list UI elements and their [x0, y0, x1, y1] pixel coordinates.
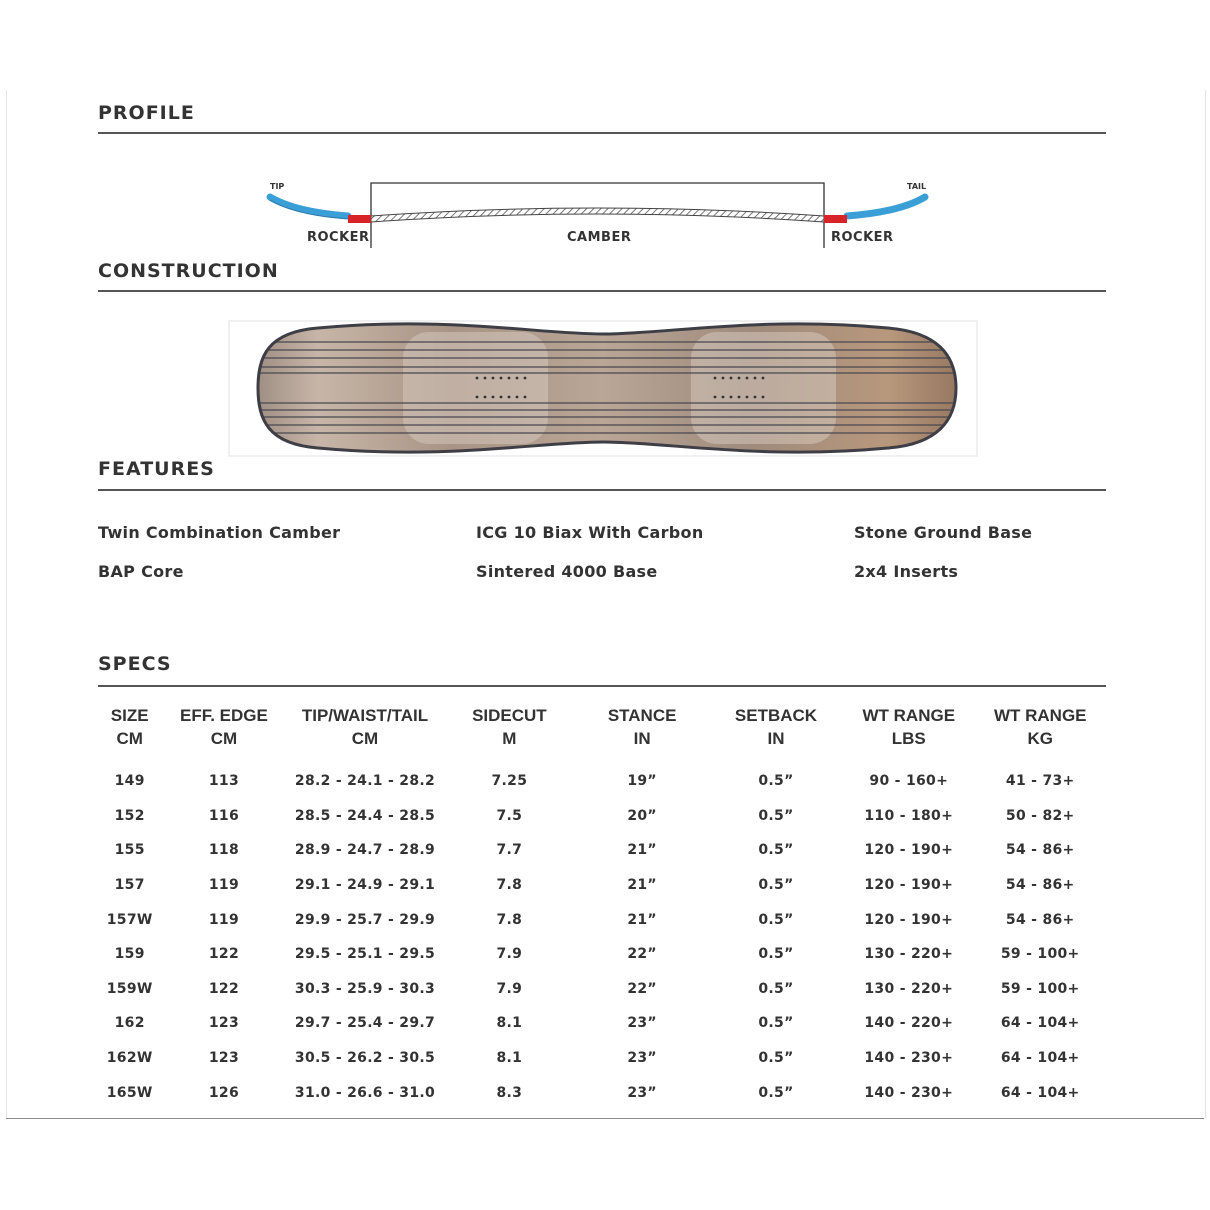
cell-sidecut: 7.9 [496, 980, 523, 997]
cell-wt-lbs: 120 - 190+ [864, 842, 954, 859]
cell-size: 157W [106, 911, 153, 928]
table-row [98, 799, 1106, 834]
features-heading: FEATURES [98, 458, 215, 480]
header-sidecut: SIDECUT M [472, 706, 547, 748]
cell-wt-lbs: 90 - 160+ [869, 773, 949, 790]
tip-label: TIP [270, 182, 285, 191]
table-row [98, 1075, 1106, 1110]
cell-tip-waist-tail: 29.9 - 25.7 - 29.9 [294, 911, 436, 928]
cell-setback: 0.5” [758, 946, 794, 963]
camber-section [371, 208, 824, 222]
features-divider [98, 489, 1106, 491]
cell-wt-lbs: 130 - 220+ [864, 946, 954, 963]
table-row [98, 1006, 1106, 1041]
cell-size: 155 [114, 842, 145, 859]
bottom-divider [6, 1118, 1204, 1119]
cell-eff-edge: 118 [208, 842, 240, 859]
profile-divider [98, 132, 1106, 134]
cell-setback: 0.5” [758, 807, 794, 824]
cell-eff-edge: 123 [208, 1050, 240, 1067]
cell-wt-lbs: 120 - 190+ [864, 911, 954, 928]
feature-item: Sintered 4000 Base [476, 562, 658, 581]
cell-sidecut: 7.9 [496, 946, 523, 963]
cell-tip-waist-tail: 29.5 - 25.1 - 29.5 [294, 946, 436, 963]
cell-tip-waist-tail: 28.9 - 24.7 - 28.9 [294, 842, 436, 859]
construction-divider [98, 290, 1106, 292]
header-wt-range-kg: WT RANGE KG [993, 706, 1087, 748]
table-row [98, 937, 1106, 972]
cell-sidecut: 7.25 [491, 773, 528, 790]
cell-sidecut: 7.5 [496, 807, 523, 824]
cell-wt-lbs: 140 - 220+ [864, 1015, 954, 1032]
cell-tip-waist-tail: 31.0 - 26.6 - 31.0 [294, 1084, 436, 1101]
header-size: SIZE CM [110, 706, 149, 748]
table-row [98, 833, 1106, 868]
cell-wt-lbs: 110 - 180+ [864, 807, 954, 824]
specs-heading: SPECS [98, 653, 172, 675]
cell-wt-kg: 54 - 86+ [1005, 911, 1075, 928]
table-row [98, 902, 1106, 937]
cell-sidecut: 8.1 [496, 1050, 523, 1067]
cell-wt-kg: 50 - 82+ [1005, 807, 1075, 824]
cell-sidecut: 7.7 [496, 842, 523, 859]
cell-size: 162W [106, 1050, 153, 1067]
cell-stance: 23” [627, 1084, 657, 1101]
specs-header-row [98, 704, 1106, 764]
cell-wt-lbs: 140 - 230+ [864, 1084, 954, 1101]
header-setback: SETBACK IN [734, 706, 818, 748]
cell-sidecut: 8.1 [496, 1015, 523, 1032]
feature-item: Twin Combination Camber [98, 523, 341, 542]
cell-tip-waist-tail: 28.2 - 24.1 - 28.2 [294, 773, 436, 790]
cell-wt-kg: 59 - 100+ [1000, 980, 1080, 997]
cell-sidecut: 8.3 [496, 1084, 523, 1101]
header-wt-range-lbs: WT RANGE LBS [862, 706, 956, 748]
cell-wt-kg: 64 - 104+ [1000, 1015, 1080, 1032]
tail-label: TAIL [907, 182, 927, 191]
cell-wt-kg: 59 - 100+ [1000, 946, 1080, 963]
table-row [98, 868, 1106, 903]
cell-stance: 21” [627, 911, 657, 928]
table-row [98, 972, 1106, 1007]
specs-table [98, 704, 1106, 1110]
cell-stance: 23” [627, 1015, 657, 1032]
cell-wt-kg: 41 - 73+ [1005, 773, 1075, 790]
cell-size: 159W [106, 980, 153, 997]
board-construction-image [228, 320, 978, 457]
cell-eff-edge: 116 [208, 807, 240, 824]
cell-sidecut: 7.8 [496, 911, 523, 928]
cell-stance: 22” [627, 980, 657, 997]
specs-divider [98, 685, 1106, 687]
cell-size: 157 [114, 877, 145, 894]
profile-diagram [255, 172, 945, 252]
cell-tip-waist-tail: 30.3 - 25.9 - 30.3 [294, 980, 436, 997]
cell-eff-edge: 126 [208, 1084, 240, 1101]
cell-stance: 23” [627, 1050, 657, 1067]
cell-stance: 20” [627, 807, 657, 824]
cell-setback: 0.5” [758, 1015, 794, 1032]
cell-eff-edge: 119 [208, 911, 240, 928]
table-row [98, 1041, 1106, 1076]
cell-stance: 21” [627, 877, 657, 894]
right-rocker-label: ROCKER [831, 230, 894, 245]
table-row [98, 764, 1106, 799]
tail-transition [824, 215, 847, 223]
left-rocker-label: ROCKER [307, 230, 370, 245]
cell-stance: 19” [627, 773, 657, 790]
cell-setback: 0.5” [758, 1084, 794, 1101]
cell-size: 159 [114, 946, 145, 963]
cell-size: 149 [114, 773, 145, 790]
cell-stance: 21” [627, 842, 657, 859]
cell-tip-waist-tail: 28.5 - 24.4 - 28.5 [294, 807, 436, 824]
cell-setback: 0.5” [758, 911, 794, 928]
construction-heading: CONSTRUCTION [98, 260, 279, 282]
cell-tip-waist-tail: 29.1 - 24.9 - 29.1 [294, 877, 436, 894]
header-eff-edge: EFF. EDGE CM [180, 706, 268, 748]
feature-item: 2x4 Inserts [854, 562, 959, 581]
tip-transition [348, 215, 371, 223]
feature-item: ICG 10 Biax With Carbon [476, 523, 704, 542]
cell-eff-edge: 119 [208, 877, 240, 894]
cell-eff-edge: 122 [208, 980, 240, 997]
feature-item: Stone Ground Base [854, 523, 1033, 542]
feature-item: BAP Core [98, 562, 184, 581]
cell-setback: 0.5” [758, 1050, 794, 1067]
cell-wt-lbs: 140 - 230+ [864, 1050, 954, 1067]
cell-stance: 22” [627, 946, 657, 963]
cell-wt-lbs: 130 - 220+ [864, 980, 954, 997]
header-tip-waist-tail: TIP/WAIST/TAIL CM [301, 706, 429, 748]
camber-label: CAMBER [567, 230, 632, 245]
cell-tip-waist-tail: 29.7 - 25.4 - 29.7 [294, 1015, 436, 1032]
header-stance: STANCE IN [607, 706, 677, 748]
cell-sidecut: 7.8 [496, 877, 523, 894]
cell-wt-kg: 54 - 86+ [1005, 842, 1075, 859]
tail-rocker-section [847, 197, 925, 216]
tip-rocker-section [270, 197, 348, 216]
cell-wt-kg: 54 - 86+ [1005, 877, 1075, 894]
cell-tip-waist-tail: 30.5 - 26.2 - 30.5 [294, 1050, 436, 1067]
specs-body [98, 764, 1106, 1110]
cell-setback: 0.5” [758, 980, 794, 997]
cell-eff-edge: 113 [208, 773, 240, 790]
cell-size: 152 [114, 807, 145, 824]
cell-setback: 0.5” [758, 842, 794, 859]
cell-setback: 0.5” [758, 877, 794, 894]
profile-heading: PROFILE [98, 102, 195, 124]
cell-size: 162 [114, 1015, 145, 1032]
cell-eff-edge: 123 [208, 1015, 240, 1032]
cell-size: 165W [106, 1084, 153, 1101]
cell-eff-edge: 122 [208, 946, 240, 963]
cell-setback: 0.5” [758, 773, 794, 790]
cell-wt-kg: 64 - 104+ [1000, 1084, 1080, 1101]
cell-wt-kg: 64 - 104+ [1000, 1050, 1080, 1067]
cell-wt-lbs: 120 - 190+ [864, 877, 954, 894]
